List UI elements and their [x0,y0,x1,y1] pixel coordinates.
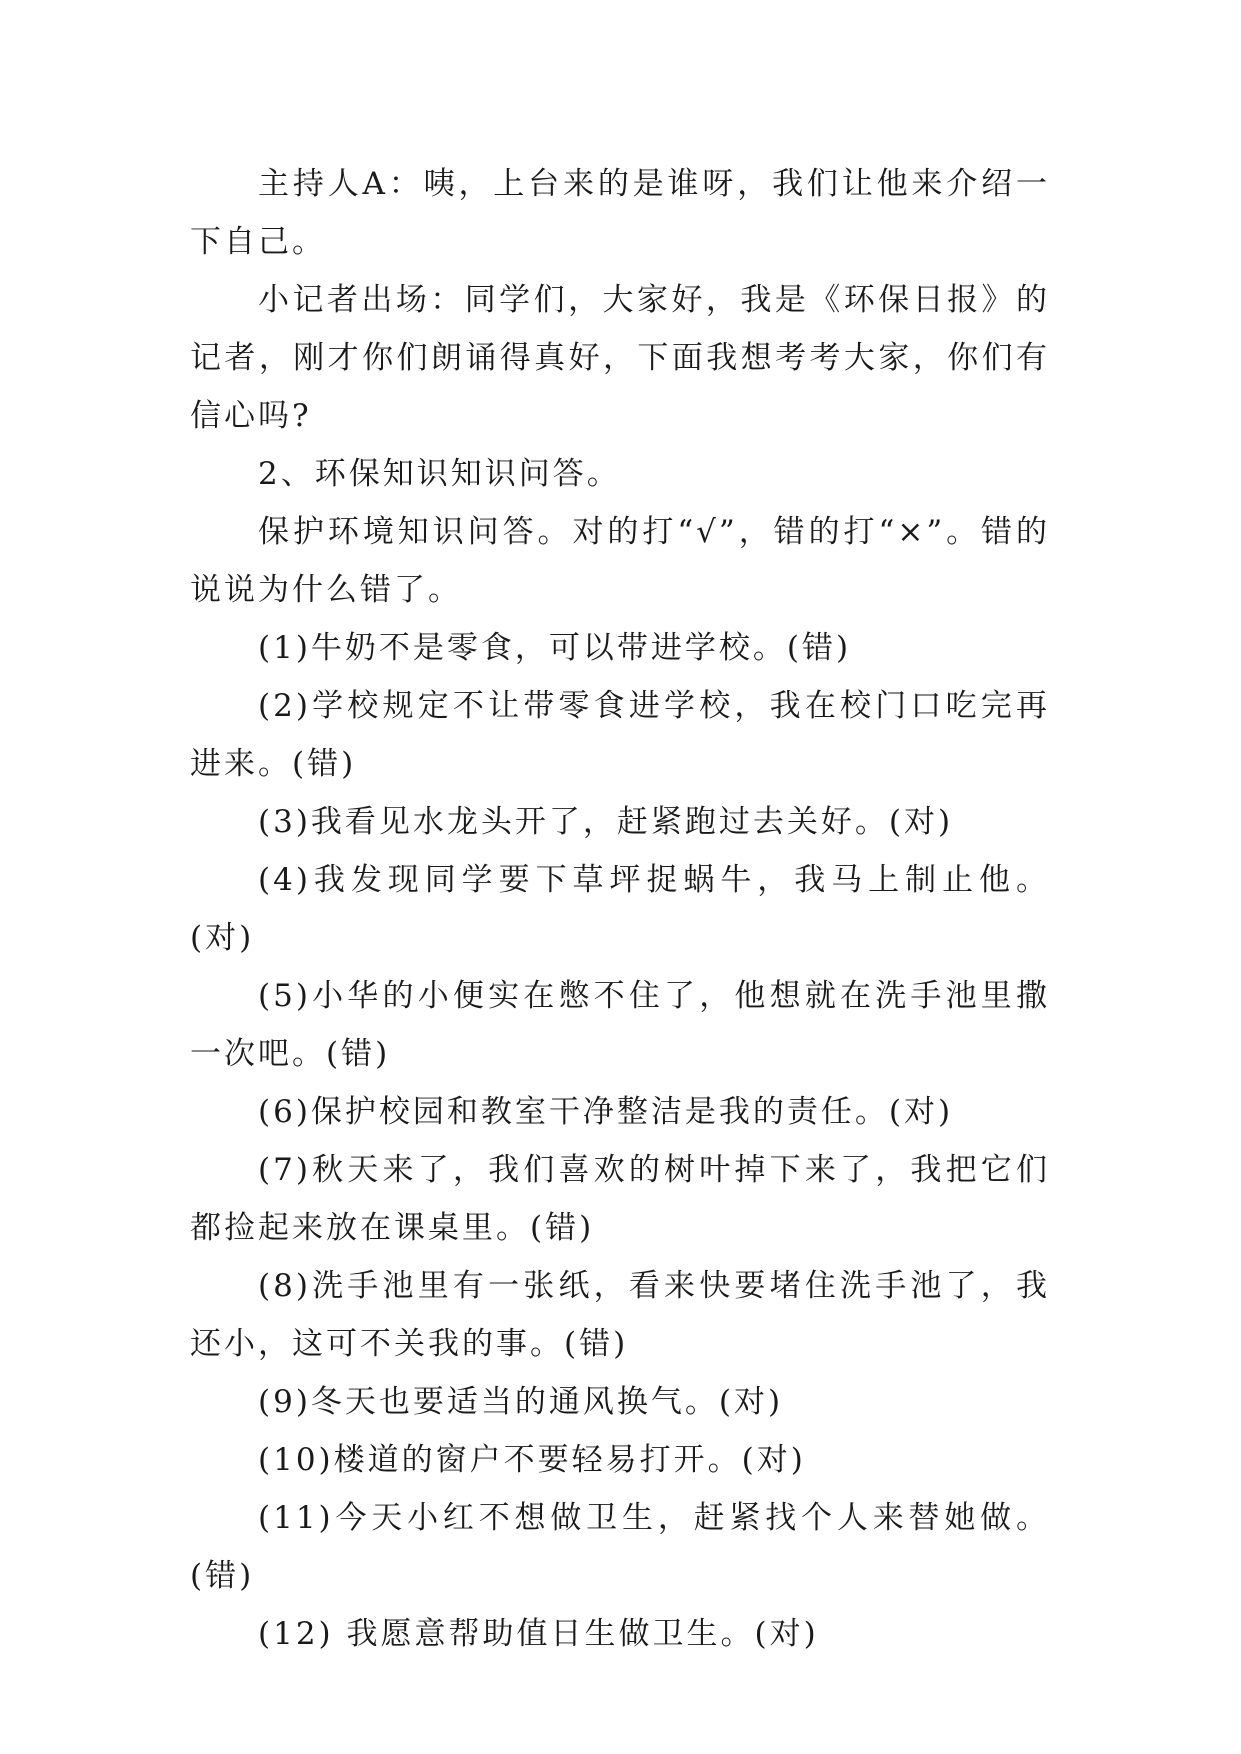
quiz-item-12: (12) 我愿意帮助值日生做卫生。(对) [258,1616,819,1652]
quiz-item-6: (6)保护校园和教室干净整洁是我的责任。(对) [258,1094,954,1130]
paragraph-quiz-instructions: 保护环境知识问答。对的打“√”，错的打“×”。错的说说为什么错了。 [190,514,1050,608]
quiz-item-9: (9)冬天也要适当的通风换气。(对) [258,1384,784,1420]
quiz-item-5: (5)小华的小便实在憋不住了，他想就在洗手池里撒一次吧。(错) [190,978,1050,1072]
document-body [190,155,1050,1663]
paragraph-section-heading: 2、环保知识知识问答。 [258,456,621,492]
quiz-item-7: (7)秋天来了，我们喜欢的树叶掉下来了，我把它们都捡起来放在课桌里。(错) [190,1152,1050,1246]
quiz-item-4: (4)我发现同学要下草坪捉蜗牛，我马上制止他。(对) [190,862,1050,956]
quiz-item-11: (11)今天小红不想做卫生，赶紧找个人来替她做。(错) [190,1500,1050,1594]
quiz-item-3: (3)我看见水龙头开了，赶紧跑过去关好。(对) [258,804,954,840]
quiz-item-10: (10)楼道的窗户不要轻易打开。(对) [258,1442,806,1478]
paragraph-reporter-intro: 小记者出场：同学们，大家好，我是《环保日报》的记者，刚才你们朗诵得真好，下面我想考考大家，你们有信心吗? [190,282,1050,434]
quiz-item-2: (2)学校规定不让带零食进学校，我在校门口吃完再进来。(错) [190,688,1050,782]
quiz-item-1: (1)牛奶不是零食，可以带进学校。(错) [258,630,852,666]
quiz-item-8: (8)洗手池里有一张纸，看来快要堵住洗手池了，我还小，这可不关我的事。(错) [190,1268,1050,1362]
paragraph-host-intro: 主持人A：咦，上台来的是谁呀，我们让他来介绍一下自己。 [190,166,1050,260]
